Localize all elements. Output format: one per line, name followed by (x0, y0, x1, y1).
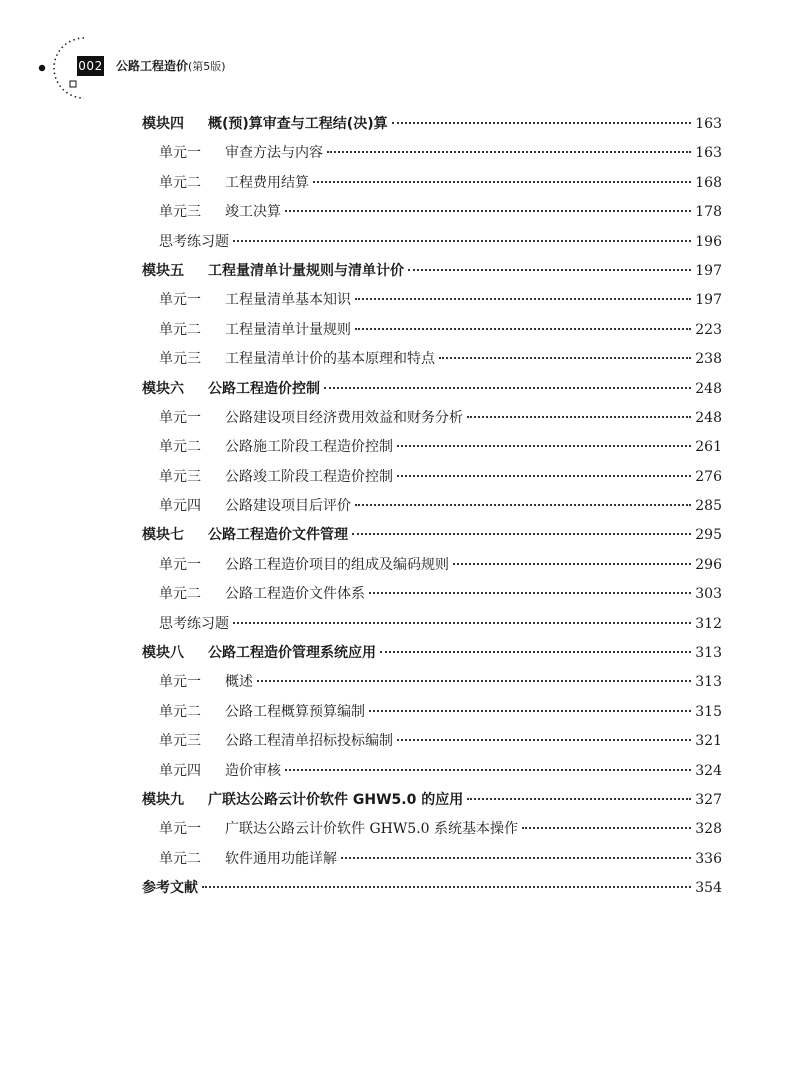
toc-entry-title: 广联达公路云计价软件 GHW5.0 系统基本操作 (225, 821, 518, 838)
toc-page-number: 295 (695, 527, 722, 544)
dot-leader (327, 151, 691, 153)
toc-page-number: 196 (695, 233, 722, 250)
toc-entry-label: 单元二 (159, 586, 201, 603)
toc-entry-title: 软件通用功能详解 (225, 850, 337, 867)
toc-entry-title: 公路工程概算预算编制 (225, 703, 365, 720)
toc-chapter-entry[interactable] (142, 521, 722, 550)
toc-exercise-entry[interactable] (142, 610, 722, 639)
toc-section-entry[interactable] (142, 316, 722, 345)
dot-leader (341, 857, 691, 859)
toc-entry-label: 单元二 (159, 850, 201, 867)
toc-entry-label: 单元一 (159, 556, 201, 573)
toc-page-number: 197 (695, 262, 722, 279)
toc-page-number: 276 (695, 468, 722, 485)
toc-entry-title: 公路工程造价项目的组成及编码规则 (225, 556, 449, 573)
dot-leader (285, 769, 691, 771)
toc-entry-label: 模块四 (142, 116, 184, 132)
toc-entry-title: 竣工决算 (225, 204, 281, 221)
toc-entry-title: 工程费用结算 (225, 174, 309, 191)
toc-entry-label: 单元一 (159, 409, 201, 426)
dot-leader (257, 680, 691, 682)
running-header (116, 57, 226, 76)
toc-entry-title: 工程量清单计量规则 (225, 321, 351, 338)
table-of-contents (142, 110, 722, 904)
toc-entry-title: 公路建设项目经济费用效益和财务分析 (225, 409, 463, 426)
toc-section-entry[interactable] (142, 757, 722, 786)
toc-page-number: 285 (695, 498, 722, 515)
toc-page-number: 354 (695, 880, 722, 897)
dot-leader (202, 886, 691, 888)
toc-entry-label: 模块七 (142, 527, 184, 544)
toc-entry-title: 公路工程造价控制 (208, 380, 320, 397)
dot-leader (408, 269, 691, 271)
dot-leader (352, 533, 691, 535)
toc-page-number: 296 (695, 556, 722, 573)
toc-section-entry[interactable] (142, 345, 722, 374)
toc-section-entry[interactable] (142, 815, 722, 844)
toc-page-number: 315 (695, 703, 722, 720)
toc-entry-label: 单元三 (159, 733, 201, 750)
toc-section-entry[interactable] (142, 492, 722, 521)
dot-leader (233, 240, 691, 242)
toc-entry-label: 单元三 (159, 204, 201, 221)
toc-chapter-entry[interactable] (142, 639, 722, 668)
dot-leader (324, 387, 691, 389)
toc-section-entry[interactable] (142, 668, 722, 697)
toc-chapter-entry[interactable] (142, 375, 722, 404)
toc-entry-label: 单元二 (159, 321, 201, 338)
toc-entry-title: 参考文献 (142, 880, 198, 897)
toc-entry-label: 单元二 (159, 174, 201, 191)
toc-page-number: 223 (695, 321, 722, 338)
toc-page-number: 238 (695, 351, 722, 368)
dot-leader (233, 622, 691, 624)
toc-section-entry[interactable] (142, 698, 722, 727)
toc-section-entry[interactable] (142, 404, 722, 433)
dot-leader (369, 592, 691, 594)
toc-entry-label: 单元一 (159, 821, 201, 838)
toc-entry-title: 思考练习题 (159, 615, 229, 632)
toc-section-entry[interactable] (142, 198, 722, 227)
toc-section-entry[interactable] (142, 433, 722, 462)
dot-leader (467, 416, 691, 418)
toc-page-number: 312 (695, 615, 722, 632)
toc-entry-title: 公路竣工阶段工程造价控制 (225, 468, 393, 485)
toc-entry-title: 审查方法与内容 (225, 145, 323, 162)
toc-entry-title: 公路工程造价文件体系 (225, 586, 365, 603)
toc-entry-title: 公路工程造价文件管理 (208, 527, 348, 544)
toc-page-number: 303 (695, 586, 722, 603)
dot-leader (392, 122, 692, 124)
toc-entry-label: 单元一 (159, 292, 201, 309)
toc-page-number: 313 (695, 674, 722, 691)
toc-page-number: 328 (695, 821, 722, 838)
toc-chapter-entry[interactable] (142, 786, 722, 815)
dot-leader (355, 328, 691, 330)
page-number-badge: 002 (77, 56, 104, 76)
toc-page-number: 197 (695, 292, 722, 309)
toc-entry-label: 模块八 (142, 645, 184, 662)
toc-section-entry[interactable] (142, 286, 722, 315)
toc-entry-title: 概述 (225, 674, 253, 691)
toc-section-entry[interactable] (142, 551, 722, 580)
dot-leader (397, 475, 691, 477)
toc-section-entry[interactable] (142, 845, 722, 874)
dot-leader (522, 827, 691, 829)
toc-entry-title: 思考练习题 (159, 233, 229, 250)
toc-section-entry[interactable] (142, 169, 722, 198)
toc-entry-title: 公路建设项目后评价 (225, 498, 351, 515)
dot-leader (369, 710, 691, 712)
toc-entry-label: 模块五 (142, 262, 184, 279)
toc-page-number: 324 (695, 762, 722, 779)
dot-leader (313, 181, 691, 183)
toc-entry-label: 单元三 (159, 468, 201, 485)
dot-leader (439, 357, 691, 359)
toc-entry-label: 模块九 (142, 791, 184, 808)
toc-page-number: 168 (695, 174, 722, 191)
toc-entry-label: 单元一 (159, 145, 201, 162)
toc-page-number: 163 (695, 145, 722, 162)
toc-entry-title: 公路工程造价管理系统应用 (208, 645, 376, 662)
dot-leader (453, 563, 691, 565)
toc-page-number: 248 (695, 409, 722, 426)
toc-page-number: 261 (695, 439, 722, 456)
toc-exercise-entry[interactable] (142, 228, 722, 257)
toc-chapter-entry[interactable] (142, 110, 722, 139)
toc-page-number: 178 (695, 204, 722, 221)
toc-entry-label: 单元三 (159, 351, 201, 368)
toc-entry-title: 工程量清单基本知识 (225, 292, 351, 309)
toc-entry-label: 单元二 (159, 703, 201, 720)
toc-chapter-entry[interactable] (142, 257, 722, 286)
toc-entry-title: 工程量清单计量规则与清单计价 (208, 262, 404, 279)
toc-page-number: 163 (695, 116, 722, 132)
dot-leader (397, 739, 691, 741)
toc-entry-title: 公路工程清单招标投标编制 (225, 733, 393, 750)
toc-page-number: 321 (695, 733, 722, 750)
toc-chapter-entry[interactable] (142, 874, 722, 903)
toc-entry-label: 单元一 (159, 674, 201, 691)
toc-page-number: 327 (695, 791, 722, 808)
toc-entry-title: 概(预)算审查与工程结(决)算 (208, 116, 388, 132)
dot-leader (397, 445, 691, 447)
toc-entry-title: 公路施工阶段工程造价控制 (225, 439, 393, 456)
toc-section-entry[interactable] (142, 580, 722, 609)
toc-page-number: 248 (695, 380, 722, 397)
dot-leader (380, 651, 691, 653)
dot-leader (355, 504, 691, 506)
book-title: 公路工程造价 (116, 59, 189, 73)
dot-leader (355, 298, 691, 300)
book-edition: (第5版) (188, 60, 226, 73)
toc-entry-label: 单元四 (159, 762, 201, 779)
toc-page-number: 313 (695, 645, 722, 662)
toc-entry-title: 工程量清单计价的基本原理和特点 (225, 351, 435, 368)
dot-leader (467, 798, 691, 800)
toc-page-number: 336 (695, 850, 722, 867)
toc-entry-label: 模块六 (142, 380, 184, 397)
dot-leader (285, 210, 691, 212)
toc-section-entry[interactable] (142, 463, 722, 492)
toc-section-entry[interactable] (142, 139, 722, 168)
toc-entry-title: 造价审核 (225, 762, 281, 779)
toc-entry-label: 单元四 (159, 498, 201, 515)
toc-section-entry[interactable] (142, 727, 722, 756)
toc-entry-label: 单元二 (159, 439, 201, 456)
toc-entry-title: 广联达公路云计价软件 GHW5.0 的应用 (208, 791, 464, 808)
